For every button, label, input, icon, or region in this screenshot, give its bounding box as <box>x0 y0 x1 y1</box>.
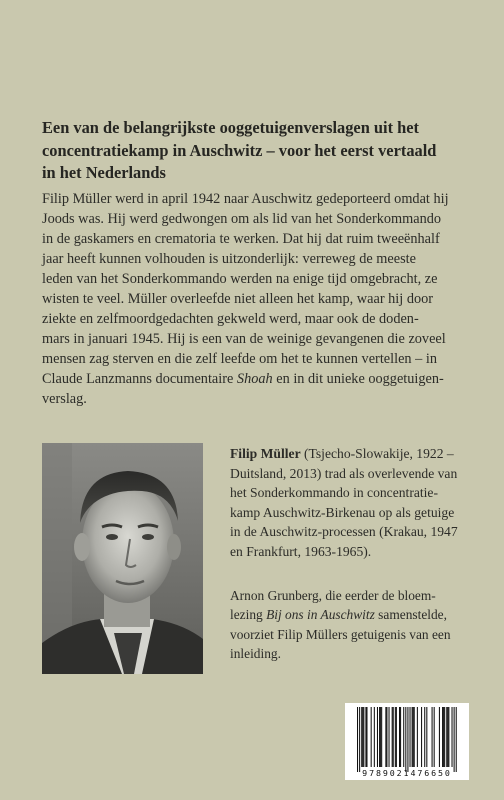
barcode-bar <box>444 707 445 767</box>
summary-line: jaar heeft kunnen volhouden is uitzonderlijk: verreweg de meeste <box>42 250 416 267</box>
barcode-bar <box>395 707 396 767</box>
bio-line <box>230 444 490 464</box>
barcode-bar <box>454 707 455 772</box>
barcode-bar <box>434 707 435 767</box>
isbn-barcode <box>345 703 469 780</box>
barcode-bar <box>366 707 367 767</box>
headline-line: Een van de belangrijkste ooggetuigenverslagen uit het <box>42 118 419 137</box>
summary-text: en in dit unieke ooggetuigen- <box>272 370 444 387</box>
headline <box>42 117 482 185</box>
bio-text: (Tsjecho-Slowakije, 1922 – <box>300 446 454 461</box>
barcode-bar <box>407 707 408 772</box>
barcode-bar <box>362 707 363 767</box>
summary-line: in de gaskamers en crematoria te werken. Dat hij dat ruim tweeënhalf <box>42 230 440 247</box>
author-bio <box>230 444 490 562</box>
author-name: Filip Müller <box>230 446 301 461</box>
barcode-bar <box>371 707 372 767</box>
barcode-bar <box>405 707 406 772</box>
barcode-bar <box>442 707 443 767</box>
summary-line: Joods was. Hij werd gedwongen om als lid van het Sonderkommando <box>42 210 442 227</box>
summary-text: Claude Lanzmanns documentaire <box>42 370 237 387</box>
film-title: Shoah <box>236 370 273 387</box>
barcode-bar <box>374 707 375 767</box>
summary-line: wisten te veel. Müller overleefde niet alleen het kamp, waar hij door <box>42 290 434 307</box>
intro-line: inleiding. <box>230 645 281 661</box>
introduction-note <box>230 586 490 663</box>
anthology-title: Bij ons in Auschwitz <box>266 607 375 623</box>
barcode-bar <box>385 707 386 767</box>
bio-line: in de Auschwitz-processen (Krakau, 1947 <box>230 524 458 540</box>
barcode-bar <box>443 707 444 767</box>
barcode-bar <box>377 707 378 767</box>
barcode-bar <box>410 707 411 767</box>
barcode-bar <box>448 707 449 767</box>
isbn-number: 9789021476650 <box>362 768 452 778</box>
barcode-bar <box>432 707 433 767</box>
barcode-bar <box>456 707 457 772</box>
barcode-bar <box>400 707 401 767</box>
barcode-bar <box>357 707 358 772</box>
barcode-bar <box>389 707 390 767</box>
barcode-bar <box>412 707 413 767</box>
barcode-bar <box>399 707 400 767</box>
summary-line: leden van het Sonderkommando werden na enige tijd omgebracht, ze <box>42 270 438 287</box>
barcode-bar <box>386 707 387 767</box>
barcode-bar <box>380 707 381 767</box>
summary-paragraph <box>42 190 482 409</box>
summary-line: ziekte en zelfmoordgedachten gekweld werd, maar ook de doden- <box>42 310 419 327</box>
portrait-image <box>42 443 203 674</box>
intro-line <box>230 605 490 624</box>
intro-text: lezing <box>230 607 267 623</box>
barcode-bar <box>363 707 364 767</box>
barcode-bar <box>392 707 393 767</box>
barcode-bar <box>417 707 418 767</box>
intro-line: Arnon Grunberg, die eerder de bloem- <box>230 588 436 603</box>
barcode-bar <box>393 707 394 767</box>
barcode-bar <box>381 707 382 767</box>
barcode-bar <box>361 707 362 767</box>
barcode-bar <box>414 707 415 767</box>
author-portrait <box>42 443 203 674</box>
barcode-bar <box>379 707 380 767</box>
summary-line: mensen zag sterven en die zelf leefde om het te kunnen vertellen – in <box>42 350 437 367</box>
barcode-bar <box>424 707 425 767</box>
barcode-bar <box>426 707 427 767</box>
bio-line: en Frankfurt, 1963-1965). <box>230 543 372 559</box>
bio-line: het Sonderkommando in concentratie- <box>230 485 438 501</box>
barcode-bar <box>421 707 422 767</box>
barcode-bar <box>403 707 404 767</box>
barcode-bar <box>452 707 453 767</box>
barcode-bar <box>413 707 414 767</box>
intro-text: samenstelde, <box>374 607 447 623</box>
intro-line: voorziet Filip Müllers getuigenis van een <box>230 626 451 642</box>
summary-line: Filip Müller werd in april 1942 naar Auschwitz gedeporteerd omdat hij <box>42 191 449 207</box>
summary-line <box>42 370 482 390</box>
barcode-bar <box>359 707 360 772</box>
barcode-bar <box>396 707 397 767</box>
summary-line: verslag. <box>42 390 87 407</box>
bio-line: Duitsland, 2013) trad als overlevende van <box>230 465 458 481</box>
headline-line: in het Nederlands <box>42 163 166 182</box>
barcode-bar <box>446 707 447 767</box>
bio-line: kamp Auschwitz-Birkenau op als getuige <box>230 504 455 520</box>
summary-line: mars in januari 1945. Hij is een van de weinige gevangenen die zoveel <box>42 330 446 347</box>
headline-line: concentratiekamp in Auschwitz – voor het eerst vertaald <box>42 140 437 160</box>
barcode-bar <box>365 707 366 767</box>
barcode-bar <box>439 707 440 767</box>
barcode-bar <box>447 707 448 767</box>
